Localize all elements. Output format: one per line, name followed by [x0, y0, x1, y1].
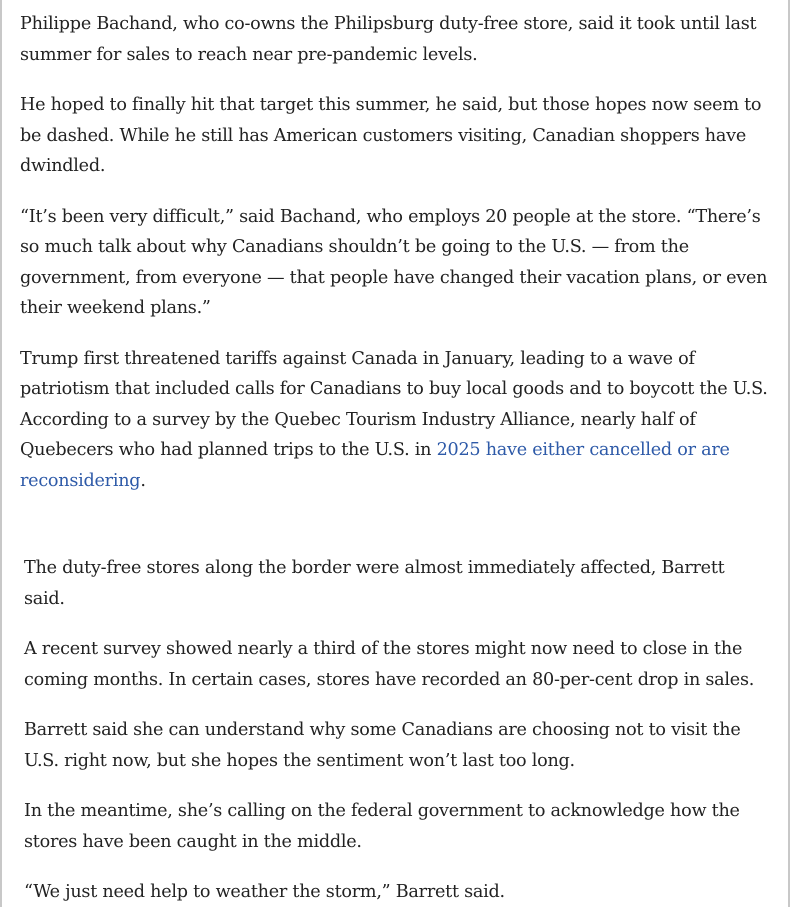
- paragraph-barrett-understand: Barrett said she can understand why some Canadians are choosing not to visit the U.S. right now, but she hopes the sentiment won’t last too long.: [24, 720, 741, 771]
- article-section-bottom: [24, 553, 764, 907]
- paragraph-trump-text: Trump first threatened tariffs against Canada in January, leading to a wave of patriotism that included calls for Canadians to buy local goods and to boycott the U.S. According to a survey by the Quebec Tourism Industry Alliance, nearly half of Quebecers who had planned trips to the U.S. in: [20, 348, 768, 460]
- article-section-top: [20, 9, 768, 516]
- paragraph-barrett-quote: “We just need help to weather the storm,” Barrett said.: [24, 882, 505, 902]
- paragraph-bachand-quote: “It’s been very difficult,” said Bachand, who employs 20 people at the store. “There’s so much talk about why Canadians shouldn’t be going to the U.S. — from the government, from everyone — that people have changed their vacation plans, or even their weekend plans.”: [20, 206, 768, 318]
- survey-link[interactable]: 2025 have either cancelled or are reconsidering: [20, 440, 730, 491]
- paragraph-federal-government: In the meantime, she’s calling on the federal government to acknowledge how the stores have been caught in the middle.: [24, 801, 740, 852]
- paragraph-summer-target: He hoped to finally hit that target this summer, he said, but those hopes now seem to be dashed. While he still has American customers visiting, Canadian shoppers have dwindled.: [20, 95, 762, 176]
- paragraph-trump-tariffs: [20, 344, 768, 497]
- paragraph-border-stores: The duty-free stores along the border were almost immediately affected, Barrett said.: [24, 558, 725, 609]
- paragraph-trump-end: .: [140, 470, 146, 491]
- paragraph-recent-survey: A recent survey showed nearly a third of the stores might now need to close in the coming months. In certain cases, stores have recorded an 80-per-cent drop in sales.: [24, 639, 755, 690]
- paragraph-bachand-intro: Philippe Bachand, who co-owns the Philipsburg duty-free store, said it took until last summer for sales to reach near pre-pandemic levels.: [20, 14, 757, 65]
